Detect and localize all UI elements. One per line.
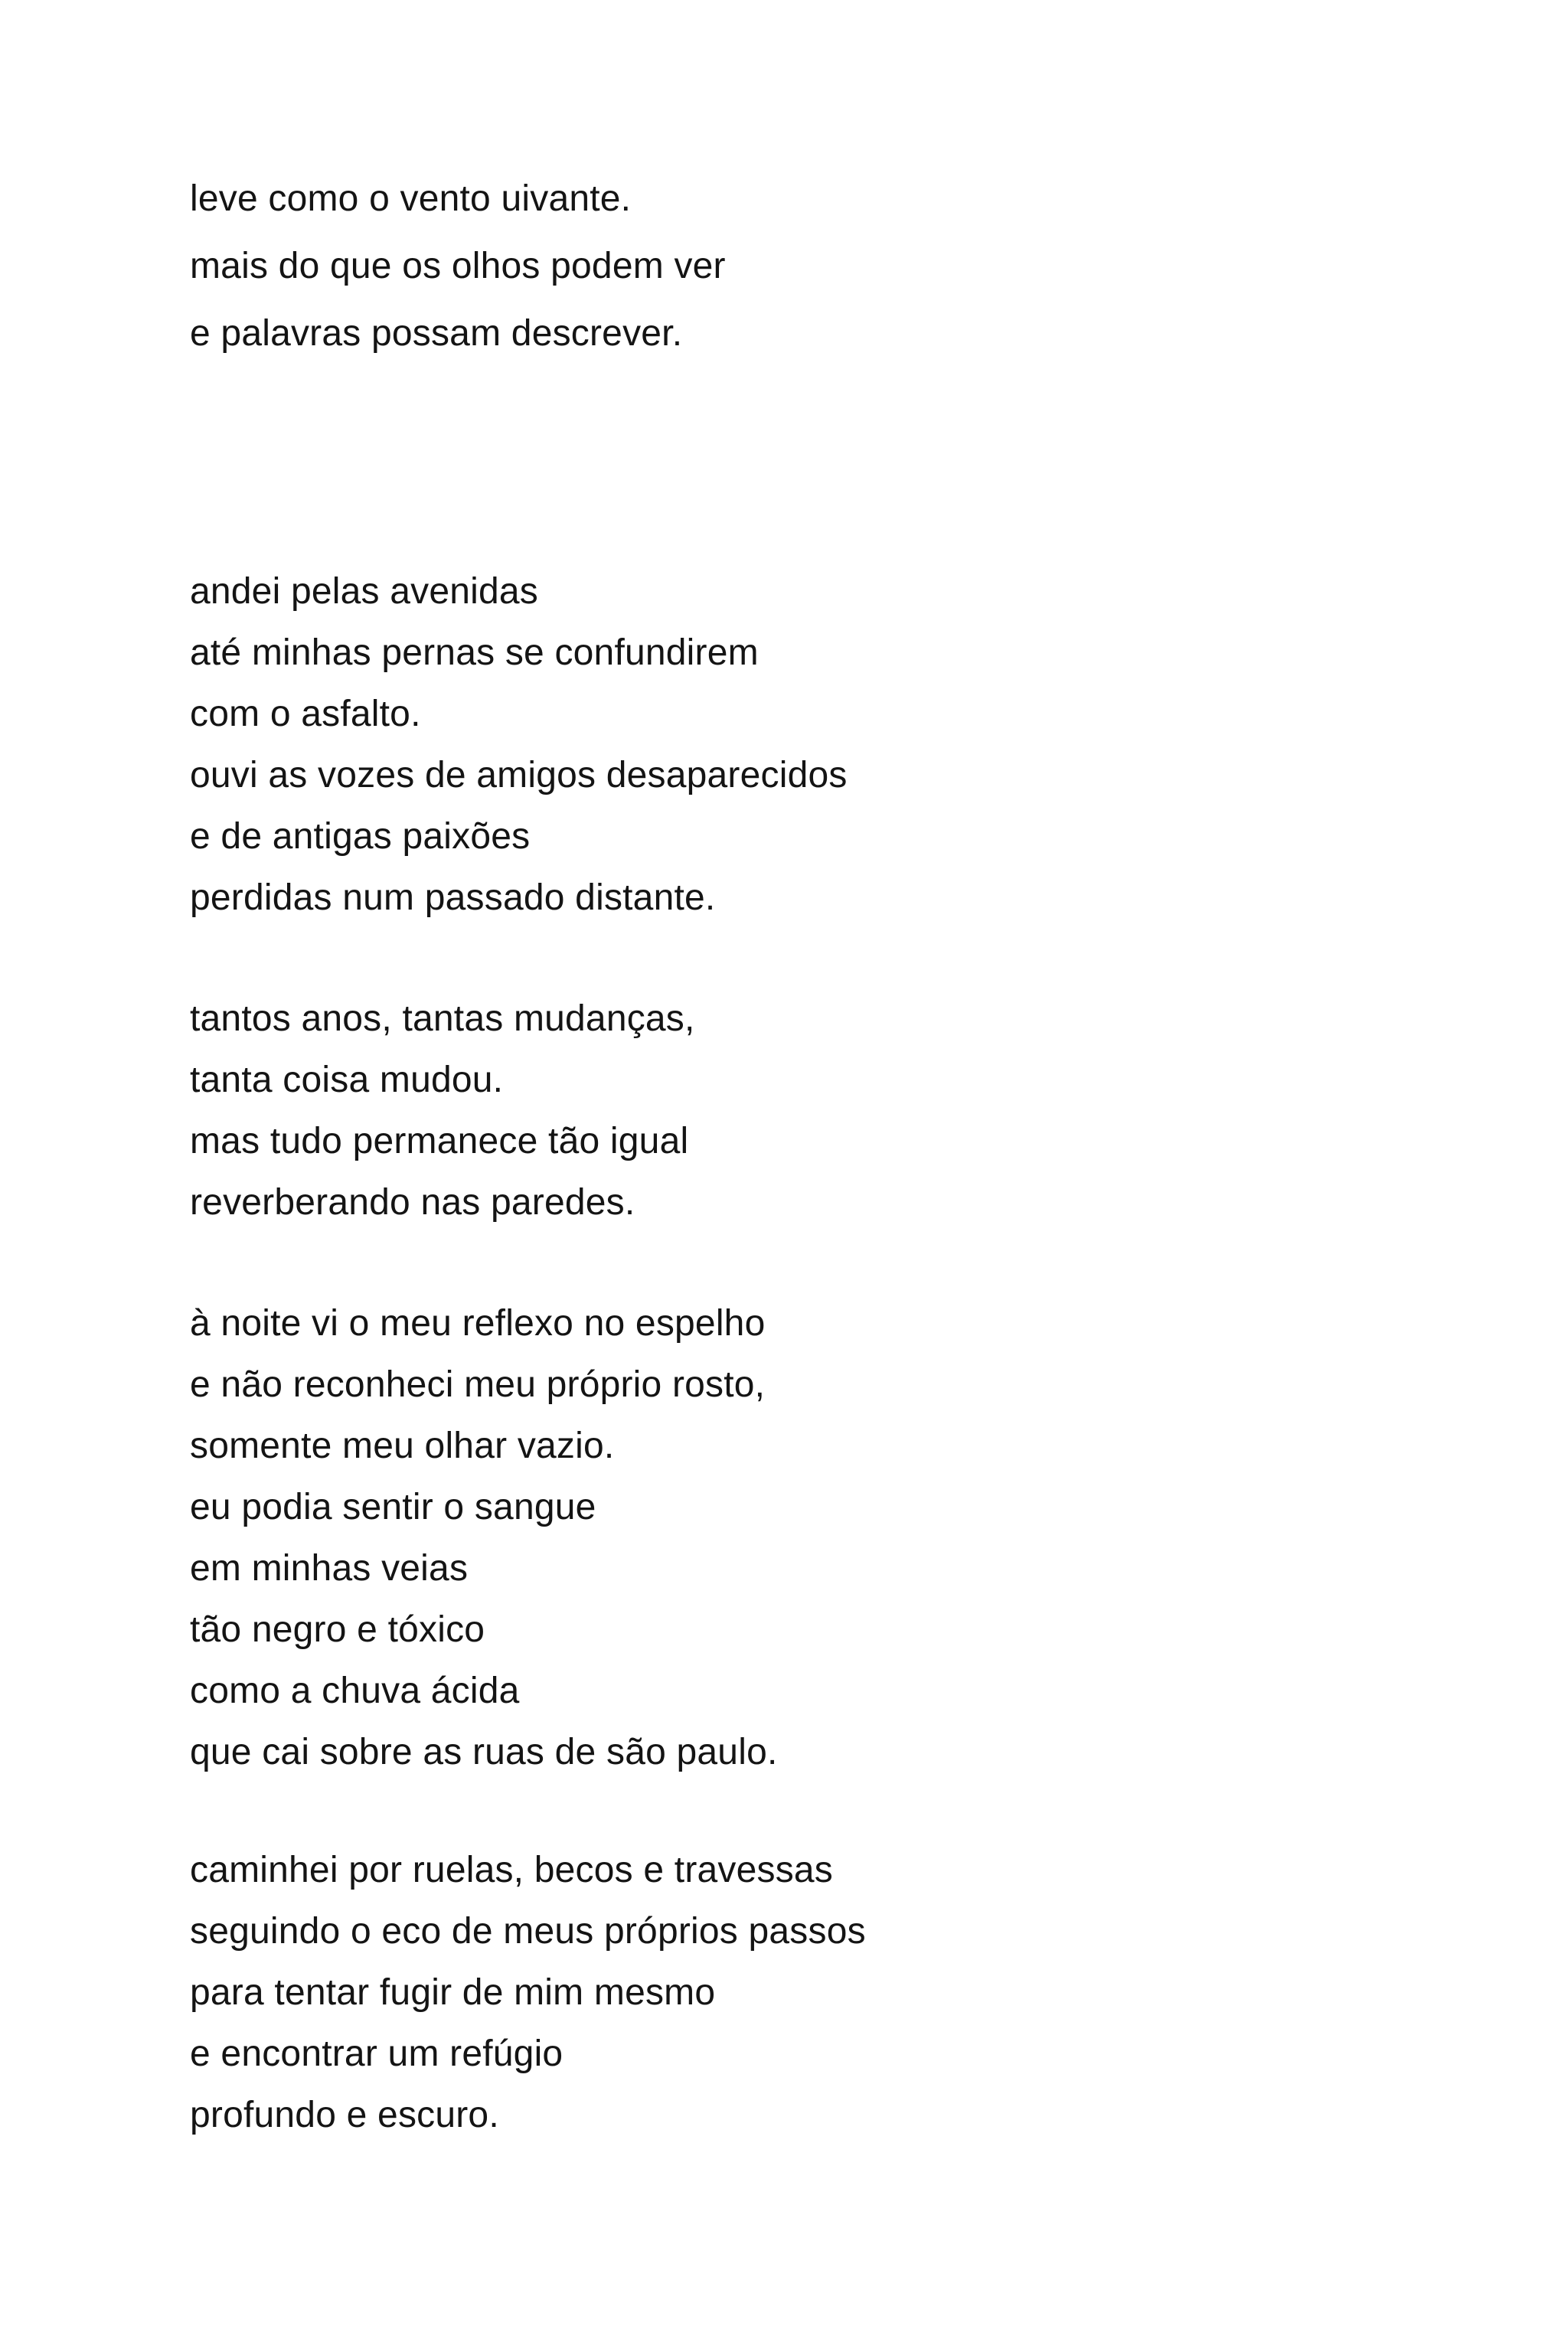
poem-stanza-4	[190, 1293, 778, 1783]
poem-line: com o asfalto.	[190, 694, 421, 734]
poem-stanza-1	[190, 165, 726, 368]
poem-line: reverberando nas paredes.	[190, 1182, 635, 1223]
poem-line: mas tudo permanece tão igual	[190, 1121, 689, 1161]
poem-line: caminhei por ruelas, becos e travessas	[190, 1850, 834, 1890]
poem-line: ouvi as vozes de amigos desaparecidos	[190, 755, 848, 795]
poem-line: e palavras possam descrever.	[190, 313, 683, 354]
poem-line: à noite vi o meu reflexo no espelho	[190, 1303, 766, 1344]
poem-line: tanta coisa mudou.	[190, 1060, 504, 1100]
poem-line: que cai sobre as ruas de são paulo.	[190, 1732, 778, 1772]
poem-stanza-2	[190, 561, 848, 929]
poem-line: em minhas veias	[190, 1548, 469, 1589]
poem-line: eu podia sentir o sangue	[190, 1487, 596, 1527]
poem-line: seguindo o eco de meus próprios passos	[190, 1911, 866, 1952]
poem-line: profundo e escuro.	[190, 2095, 499, 2135]
poem-line: mais do que os olhos podem ver	[190, 246, 726, 286]
poem-line: e de antigas paixões	[190, 816, 531, 857]
poem-line: tão negro e tóxico	[190, 1609, 485, 1650]
poem-line: e encontrar um refúgio	[190, 2034, 564, 2074]
poem-line: perdidas num passado distante.	[190, 877, 716, 918]
poem-line: somente meu olhar vazio.	[190, 1426, 615, 1466]
poem-line: andei pelas avenidas	[190, 571, 539, 612]
poem-line: leve como o vento uivante.	[190, 178, 632, 219]
poem-line: até minhas pernas se confundirem	[190, 632, 759, 673]
poem-stanza-5	[190, 1840, 866, 2146]
poem-stanza-3	[190, 988, 695, 1233]
poem-line: e não reconheci meu próprio rosto,	[190, 1364, 766, 1405]
poem-line: para tentar fugir de mim mesmo	[190, 1972, 716, 2013]
poem-line: como a chuva ácida	[190, 1671, 520, 1711]
poem-line: tantos anos, tantas mudanças,	[190, 998, 695, 1039]
